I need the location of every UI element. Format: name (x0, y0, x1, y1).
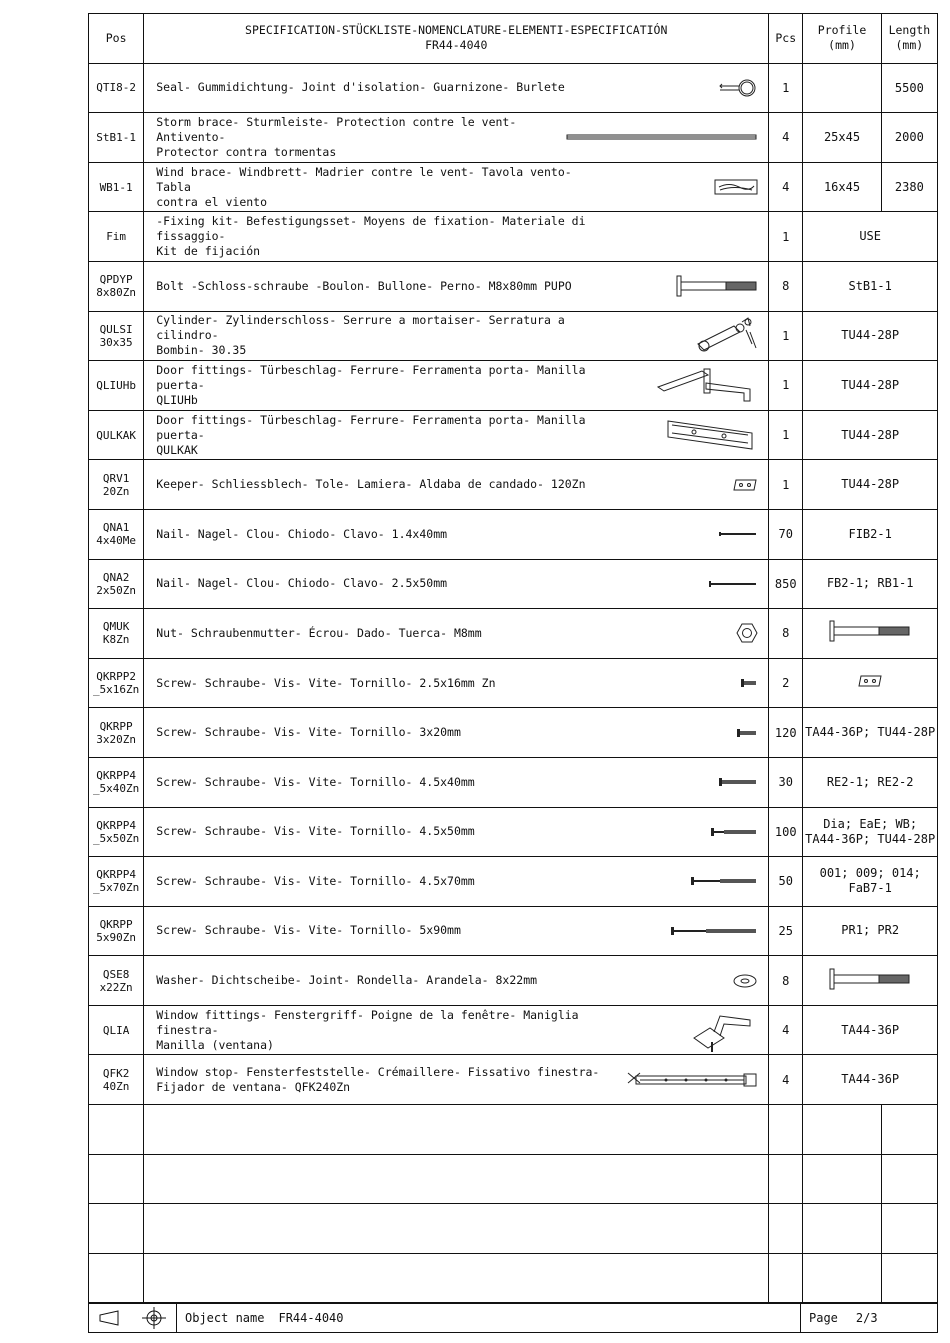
empty-cell (769, 1105, 803, 1155)
pos-cell (89, 162, 144, 212)
keeper-plate-icon (732, 478, 758, 492)
profile-reference-cell (803, 658, 938, 708)
pos-code: StB1-1 (96, 130, 136, 144)
pos-cell (89, 212, 144, 262)
empty-cell (144, 1154, 769, 1204)
pos-cell (89, 410, 144, 460)
pos-cell (89, 609, 144, 659)
description-text (156, 527, 447, 542)
description-cell (144, 857, 769, 907)
pos-code-sub: x22Zn (99, 980, 133, 994)
pos-code: QPDYP (99, 273, 133, 287)
page-field (801, 1304, 937, 1332)
profile-reference-cell (803, 559, 938, 609)
profile-reference: TU44-28P (841, 477, 900, 492)
specification-table (88, 13, 938, 1303)
pos-cell (89, 807, 144, 857)
profile-reference: USE (859, 229, 882, 244)
pos-cell (89, 956, 144, 1006)
object-name-value: FR44-4040 (278, 1311, 344, 1325)
table-row (89, 311, 938, 361)
description-cell (144, 708, 769, 758)
empty-cell (803, 1154, 881, 1204)
description-text (156, 165, 606, 210)
description-line1: Screw- Schraube- Vis- Vite- Tornillo- 4.5x50mm (156, 824, 475, 839)
table-row (89, 361, 938, 411)
description-text (156, 214, 606, 259)
description-line1: Bolt -Schloss-schraube -Boulon- Bullone- Perno- M8x80mm PUPO (156, 278, 572, 293)
pos-code-sub: _5x70Zn (92, 881, 140, 895)
description-cell (144, 1005, 769, 1055)
pos-code: QSE8 (102, 967, 130, 981)
pcs-cell: 70 (769, 509, 803, 559)
pos-code: QLIA (102, 1023, 130, 1037)
pos-cell (89, 708, 144, 758)
description-line2: Fijador de ventana- QFK240Zn (156, 1079, 351, 1094)
description-cell (144, 63, 769, 113)
description-cell (144, 757, 769, 807)
empty-row (89, 1204, 938, 1254)
pos-cell (89, 757, 144, 807)
description-text (156, 973, 537, 988)
empty-cell (881, 1154, 937, 1204)
description-text (156, 824, 475, 839)
profile-reference-cell (803, 807, 938, 857)
pos-code: QKRPP4 (96, 769, 136, 783)
length-cell: 2000 (881, 113, 937, 163)
pcs-cell: 8 (769, 956, 803, 1006)
empty-cell (144, 1105, 769, 1155)
long-bar-icon (566, 133, 758, 141)
description-text (156, 279, 571, 294)
description-line2: QULKAK (156, 442, 198, 457)
header-length-label: Length (888, 23, 931, 38)
pcs-cell: 1 (769, 311, 803, 361)
pcs-cell: 25 (769, 906, 803, 956)
description-cell (144, 311, 769, 361)
description-cell (144, 410, 769, 460)
header-length-unit: (mm) (895, 38, 924, 53)
header-length (881, 14, 937, 64)
pos-cell (89, 1005, 144, 1055)
table-row (89, 757, 938, 807)
empty-cell (881, 1204, 937, 1254)
description-cell (144, 609, 769, 659)
window-stay-icon (626, 1069, 758, 1091)
description-line1: Cylinder- Zylinderschloss- Serrure a mortaiser- Serratura a cilindro- (156, 313, 565, 343)
description-text (156, 477, 585, 492)
description-cell (144, 509, 769, 559)
empty-cell (881, 1253, 937, 1303)
profile-reference-cell (803, 708, 938, 758)
screw-tiny-icon (740, 678, 758, 688)
window-handle-icon (690, 1008, 758, 1052)
pos-code: QTI8-2 (96, 81, 136, 95)
pos-cell (89, 1055, 144, 1105)
pcs-cell: 2 (769, 658, 803, 708)
projection-symbols (89, 1304, 177, 1332)
pos-code: QRV1 (102, 471, 130, 485)
description-cell (144, 113, 769, 163)
cylinder-lock-icon (694, 314, 758, 358)
profile-reference: StB1-1 (848, 278, 892, 293)
table-row (89, 1055, 938, 1105)
pos-code-sub: 20Zn (102, 484, 130, 498)
object-name-field (177, 1304, 801, 1332)
profile-reference-cell (803, 261, 938, 311)
pos-cell (89, 261, 144, 311)
table-row (89, 63, 938, 113)
pcs-cell: 4 (769, 1055, 803, 1105)
specification-sheet (88, 13, 938, 1303)
pos-code: WB1-1 (99, 180, 133, 194)
profile-reference-cell (803, 857, 938, 907)
empty-cell (89, 1105, 144, 1155)
table-row (89, 708, 938, 758)
empty-cell (89, 1204, 144, 1254)
description-cell (144, 212, 769, 262)
profile-reference: FIB2-1 (848, 526, 892, 541)
pos-code-sub: 2x50Zn (96, 583, 136, 597)
pcs-cell: 100 (769, 807, 803, 857)
pcs-cell: 120 (769, 708, 803, 758)
profile-reference: PR1; PR2 (841, 923, 900, 938)
empty-cell (803, 1105, 881, 1155)
pcs-cell: 1 (769, 63, 803, 113)
profile-reference-cell (803, 509, 938, 559)
bolt-icon (676, 275, 758, 297)
table-row (89, 1005, 938, 1055)
profile-reference: TU44-28P (841, 328, 900, 343)
length-cell: 2380 (881, 162, 937, 212)
header-pcs: Pcs (769, 14, 803, 64)
description-cell (144, 1055, 769, 1105)
description-line1: Screw- Schraube- Vis- Vite- Tornillo- 4.5x70mm (156, 873, 475, 888)
page-value: 2/3 (855, 1311, 878, 1325)
pos-cell (89, 63, 144, 113)
profile-reference: TA44-36P (841, 1072, 900, 1087)
profile-reference: FB2-1; RB1-1 (826, 576, 914, 591)
pos-cell (89, 906, 144, 956)
pos-code: QKRPP (99, 719, 133, 733)
table-row (89, 212, 938, 262)
pcs-cell: 30 (769, 757, 803, 807)
profile-reference: TA44-36P; TU44-28P (805, 725, 936, 740)
description-text (156, 775, 475, 790)
description-text (156, 874, 475, 889)
description-line1: Window stop- Fensterfeststelle- Crémaillere- Fissativo finestra- (156, 1064, 600, 1079)
pcs-cell: 1 (769, 410, 803, 460)
pcs-cell: 4 (769, 113, 803, 163)
pcs-cell: 8 (769, 609, 803, 659)
page-label: Page (809, 1311, 838, 1325)
table-row (89, 559, 938, 609)
description-text (156, 725, 461, 740)
pos-code: QKRPP4 (96, 818, 136, 832)
pos-code: QFK2 (102, 1066, 130, 1080)
pcs-cell: 1 (769, 361, 803, 411)
door-handle-icon (654, 365, 758, 405)
description-line1: Screw- Schraube- Vis- Vite- Tornillo- 3x20mm (156, 725, 461, 740)
screw-70-icon (690, 876, 758, 886)
pos-cell (89, 361, 144, 411)
description-text (156, 363, 606, 408)
pos-code-sub: _5x40Zn (92, 782, 140, 796)
description-line1: Seal- Gummidichtung- Joint d'isolation- Guarnizone- Burlete (156, 80, 565, 95)
pos-code: QNA1 (102, 521, 130, 535)
pcs-cell: 1 (769, 460, 803, 510)
pos-code: QKRPP2 (96, 670, 136, 684)
pcs-cell: 1 (769, 212, 803, 262)
pos-code-sub: 4x40Me (96, 534, 136, 548)
pos-code-sub: 3x20Zn (96, 732, 136, 746)
header-title-line2: FR44-4040 (425, 38, 488, 53)
empty-cell (769, 1154, 803, 1204)
description-text (156, 1008, 606, 1053)
profile-reference-cell (803, 361, 938, 411)
screw-50-icon (710, 827, 758, 837)
description-text (156, 923, 461, 938)
pos-code-sub: 30x35 (99, 335, 133, 349)
description-text (156, 115, 566, 160)
table-row (89, 609, 938, 659)
description-line1: Screw- Schraube- Vis- Vite- Tornillo- 2.5x16mm Zn (156, 675, 496, 690)
title-block-footer (88, 1303, 938, 1333)
profile-reference-cell (803, 460, 938, 510)
table-row (89, 162, 938, 212)
table-row (89, 509, 938, 559)
projection-cone-icon (98, 1309, 124, 1327)
description-line1: Screw- Schraube- Vis- Vite- Tornillo- 4.5x40mm (156, 774, 475, 789)
hex-nut-icon (736, 622, 758, 644)
pos-code: QULKAK (96, 428, 136, 442)
table-row (89, 906, 938, 956)
empty-cell (881, 1105, 937, 1155)
description-line2: contra el viento (156, 194, 268, 209)
empty-cell (89, 1154, 144, 1204)
empty-row (89, 1105, 938, 1155)
empty-cell (144, 1204, 769, 1254)
profile-cell (803, 63, 881, 113)
empty-row (89, 1253, 938, 1303)
pos-cell (89, 658, 144, 708)
screw-small-icon (736, 728, 758, 738)
profile-reference: TU44-28P (841, 427, 900, 442)
header-title (144, 14, 769, 64)
profile-reference-cell (803, 1055, 938, 1105)
profile-reference-cell (803, 1005, 938, 1055)
description-line2: QLIUHb (156, 392, 198, 407)
keeper-plate-icon (857, 674, 883, 688)
washer-icon (732, 973, 758, 989)
description-line1: Screw- Schraube- Vis- Vite- Tornillo- 5x90mm (156, 923, 461, 938)
description-line2: Kit de fijación (156, 244, 261, 259)
profile-reference-cell (803, 956, 938, 1006)
header-pos: Pos (89, 14, 144, 64)
description-cell (144, 559, 769, 609)
pos-code: QKRPP4 (96, 868, 136, 882)
description-cell (144, 261, 769, 311)
profile-reference-cell (803, 311, 938, 361)
description-cell (144, 361, 769, 411)
pcs-cell: 4 (769, 1005, 803, 1055)
header-profile-unit: (mm) (828, 38, 856, 53)
pos-code: QNA2 (102, 570, 130, 584)
header-title-line1: SPECIFICATION-STÜCKLISTE-NOMENCLATURE-ELEMENTI-ESPECIFICATIÓN (245, 23, 668, 38)
description-line1: Nail- Nagel- Clou- Chiodo- Clavo- 2.5x50mm (156, 576, 448, 591)
pos-cell (89, 857, 144, 907)
pos-code: QLIUHb (96, 378, 136, 392)
profile-reference-cell (803, 410, 938, 460)
empty-cell (803, 1253, 881, 1303)
description-line1: Nail- Nagel- Clou- Chiodo- Clavo- 1.4x40mm (156, 526, 448, 541)
bolt-icon (829, 968, 911, 990)
description-text (156, 676, 495, 691)
pos-cell (89, 509, 144, 559)
description-line1: -Fixing kit- Befestigungsset- Moyens de fixation- Materiale di fissaggio- (156, 214, 586, 244)
profile-reference-line2: TA44-36P; TU44-28P (805, 831, 936, 846)
pcs-cell: 4 (769, 162, 803, 212)
table-row (89, 956, 938, 1006)
description-line1: Storm brace- Sturmleiste- Protection contre le vent- Antivento- (156, 114, 517, 144)
nail-long-icon (708, 580, 758, 588)
pos-code-sub: 5x90Zn (96, 930, 136, 944)
pos-code: QMUK (102, 620, 130, 634)
header-profile-label: Profile (817, 23, 867, 38)
wood-block-icon (714, 179, 758, 195)
empty-row (89, 1154, 938, 1204)
table-row (89, 807, 938, 857)
screw-90-icon (670, 926, 758, 936)
description-line2: Bombin- 30.35 (156, 343, 247, 358)
description-cell (144, 658, 769, 708)
description-cell (144, 956, 769, 1006)
profile-cell: 25x45 (803, 113, 881, 163)
table-row (89, 410, 938, 460)
profile-reference: Dia; EaE; WB; (823, 816, 918, 831)
bolt-icon (829, 620, 911, 642)
description-line1: Wind brace- Windbrett- Madrier contre le vent- Tavola vento- Tabla (156, 164, 572, 194)
profile-reference-cell (803, 609, 938, 659)
description-cell (144, 162, 769, 212)
description-line1: Door fittings- Türbeschlag- Ferrure- Ferramenta porta- Manilla puerta- (156, 412, 586, 442)
description-text (156, 626, 481, 641)
profile-reference: TA44-36P (841, 1022, 900, 1037)
description-line1: Washer- Dichtscheibe- Joint- Rondella- Arandela- 8x22mm (156, 973, 538, 988)
description-cell (144, 807, 769, 857)
profile-reference-cell (803, 906, 938, 956)
description-line1: Window fittings- Fenstergriff- Poigne de la fenêtre- Maniglia finestra- (156, 1007, 579, 1037)
pcs-cell: 8 (769, 261, 803, 311)
profile-reference: RE2-1; RE2-2 (826, 774, 914, 789)
screw-40-icon (718, 777, 758, 787)
profile-reference-cell (803, 757, 938, 807)
description-text (156, 413, 606, 458)
table-row (89, 857, 938, 907)
pos-cell (89, 460, 144, 510)
description-text (156, 80, 565, 95)
description-text (156, 1065, 599, 1095)
description-line1: Nut- Schraubenmutter- Écrou- Dado- Tuerca- M8mm (156, 625, 482, 640)
pcs-cell: 50 (769, 857, 803, 907)
description-line1: Door fittings- Türbeschlag- Ferrure- Ferramenta porta- Manilla puerta- (156, 362, 586, 392)
seal-ring-icon (718, 77, 758, 99)
header-profile (803, 14, 881, 64)
crosshair-circle-icon (141, 1306, 167, 1330)
pos-cell (89, 113, 144, 163)
profile-reference: 001; 009; 014; FaB7-1 (819, 866, 921, 896)
description-text (156, 576, 447, 591)
object-name-label: Object name (185, 1311, 265, 1325)
pos-cell (89, 559, 144, 609)
pos-code-sub: 8x80Zn (96, 286, 136, 300)
profile-reference-cell (803, 212, 938, 262)
empty-cell (803, 1204, 881, 1254)
nail-short-icon (718, 530, 758, 538)
pos-code-sub: _5x50Zn (92, 831, 140, 845)
description-line2: Manilla (ventana) (156, 1037, 274, 1052)
table-header-row (89, 14, 938, 64)
pos-code: QULSI (99, 322, 133, 336)
description-cell (144, 906, 769, 956)
empty-cell (769, 1204, 803, 1254)
pos-cell (89, 311, 144, 361)
table-row (89, 658, 938, 708)
door-plate-icon (664, 417, 758, 453)
profile-reference: TU44-28P (841, 377, 900, 392)
pos-code: Fim (106, 230, 127, 244)
description-text (156, 313, 606, 358)
profile-cell: 16x45 (803, 162, 881, 212)
pos-code: QKRPP (99, 917, 133, 931)
length-cell: 5500 (881, 63, 937, 113)
table-row (89, 460, 938, 510)
empty-cell (144, 1253, 769, 1303)
table-row (89, 113, 938, 163)
pos-code-sub: _5x16Zn (92, 683, 140, 697)
description-cell (144, 460, 769, 510)
pos-code-sub: 40Zn (102, 1079, 130, 1093)
description-line2: Protector contra tormentas (156, 144, 337, 159)
empty-cell (89, 1253, 144, 1303)
pcs-cell: 850 (769, 559, 803, 609)
description-line1: Keeper- Schliessblech- Tole- Lamiera- Aldaba de candado- 120Zn (156, 477, 586, 492)
pos-code-sub: K8Zn (102, 633, 130, 647)
table-row (89, 261, 938, 311)
empty-cell (769, 1253, 803, 1303)
